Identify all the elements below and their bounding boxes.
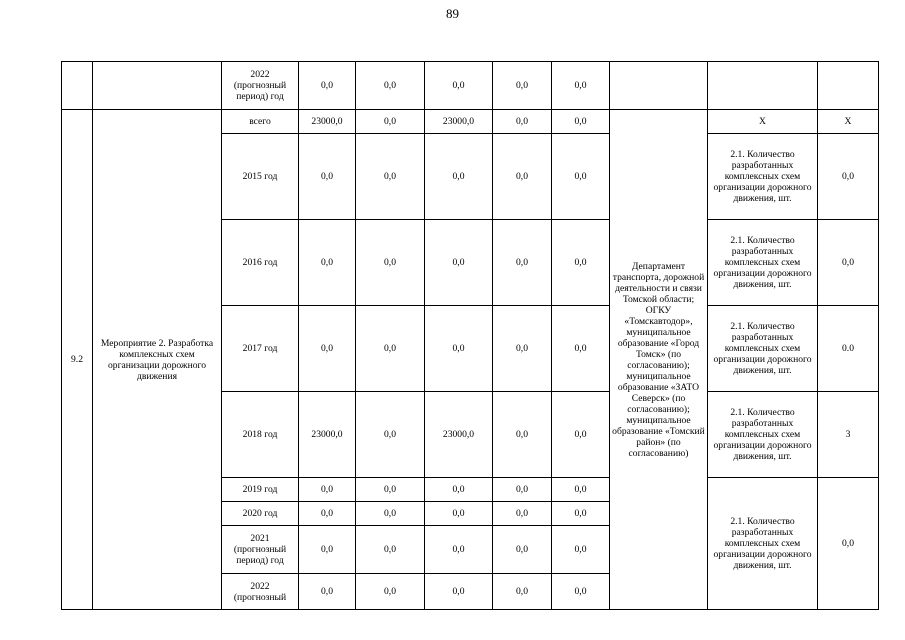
period-cell: 2019 год [222,478,299,502]
value-cell: 0,0 [493,478,552,502]
program-table [61,61,879,610]
table-cell-empty [818,62,879,110]
value-cell: 23000,0 [299,110,356,134]
value-cell: 0,0 [552,574,610,610]
period-cell: 2022 (прогнозный [222,574,299,610]
value-cell: 0,0 [552,392,610,478]
indicator-value-cell: 0,0 [818,134,879,220]
value-cell: 0,0 [299,306,356,392]
value-cell: 0,0 [493,62,552,110]
value-cell: 0,0 [356,502,425,526]
indicator-cell: 2.1. Количество разработанных комплексных схем организации дорожного движения, шт. [708,220,818,306]
period-cell: 2016 год [222,220,299,306]
indicator-value-cell: 0,0 [818,220,879,306]
indicator-cell: 2.1. Количество разработанных комплексных схем организации дорожного движения, шт. [708,306,818,392]
value-cell: 0,0 [552,134,610,220]
value-cell: 0,0 [299,220,356,306]
value-cell: 0,0 [356,220,425,306]
indicator-value-cell: 0,0 [818,478,879,610]
period-cell: 2020 год [222,502,299,526]
page-number: 89 [446,6,459,21]
indicator-cell: 2.1. Количество разработанных комплексных схем организации дорожного движения, шт. [708,134,818,220]
value-cell: 0,0 [356,574,425,610]
value-cell: 0,0 [493,134,552,220]
value-cell: 0,0 [493,392,552,478]
table-cell-empty [62,62,93,110]
indicator-cell: 2.1. Количество разработанных комплексных схем организации дорожного движения, шт. [708,478,818,610]
value-cell: 0,0 [299,478,356,502]
value-cell: 0,0 [425,220,493,306]
indicator-cell: 2.1. Количество разработанных комплексных схем организации дорожного движения, шт. [708,392,818,478]
period-cell: всего [222,110,299,134]
value-cell: 23000,0 [425,110,493,134]
table-cell-empty [610,62,708,110]
measure-number: 9.2 [62,110,93,610]
value-cell: 0,0 [552,526,610,574]
value-cell: 0,0 [356,392,425,478]
value-cell: 0,0 [356,306,425,392]
value-cell: 0,0 [425,62,493,110]
value-cell: 0,0 [299,502,356,526]
value-cell: 0,0 [356,478,425,502]
value-cell: 0,0 [552,220,610,306]
value-cell: 0,0 [425,502,493,526]
value-cell: 0,0 [425,526,493,574]
value-cell: 0,0 [425,574,493,610]
value-cell: 0,0 [299,574,356,610]
value-cell: 0,0 [552,502,610,526]
indicator-value-cell: 0.0 [818,306,879,392]
indicator-value-cell: 3 [818,392,879,478]
value-cell: 0,0 [356,110,425,134]
value-cell: 0,0 [425,134,493,220]
value-cell: 0,0 [299,526,356,574]
value-cell: 0,0 [493,110,552,134]
value-cell: 0,0 [299,62,356,110]
value-cell: 0,0 [493,574,552,610]
value-cell: 0,0 [552,306,610,392]
period-cell: 2021 (прогнозный период) год [222,526,299,574]
period-cell: 2015 год [222,134,299,220]
value-cell: 23000,0 [299,392,356,478]
period-cell: 2018 год [222,392,299,478]
value-cell: 0,0 [493,526,552,574]
value-cell: 0,0 [552,110,610,134]
value-cell: 23000,0 [425,392,493,478]
table-row [62,62,879,110]
table-cell-empty [93,62,222,110]
value-cell: 0,0 [356,526,425,574]
value-cell: 0,0 [552,62,610,110]
value-cell: 0,0 [493,502,552,526]
value-cell: 0,0 [425,478,493,502]
period-cell: 2022 (прогнозный период) год [222,62,299,110]
value-cell: 0,0 [552,478,610,502]
table-row [62,110,879,134]
value-cell: 0,0 [356,134,425,220]
period-cell: 2017 год [222,306,299,392]
value-cell: 0,0 [356,62,425,110]
table-cell-empty [708,62,818,110]
value-cell: 0,0 [425,306,493,392]
indicator-cell: X [708,110,818,134]
value-cell: 0,0 [299,134,356,220]
indicator-value-cell: X [818,110,879,134]
measure-title: Мероприятие 2. Разработка комплексных схем организации дорожного движения [93,110,222,610]
value-cell: 0,0 [493,220,552,306]
executor-cell: Департамент транспорта, дорожной деятельности и связи Томской области; ОГКУ «Томскавтодор», муниципальное образование «Город Томск» (по согласованию); муниципальное образование «ЗАТО Северск» (по согласованию); муниципальное образование «Томский район» (по согласованию) [610,110,708,610]
value-cell: 0,0 [493,306,552,392]
